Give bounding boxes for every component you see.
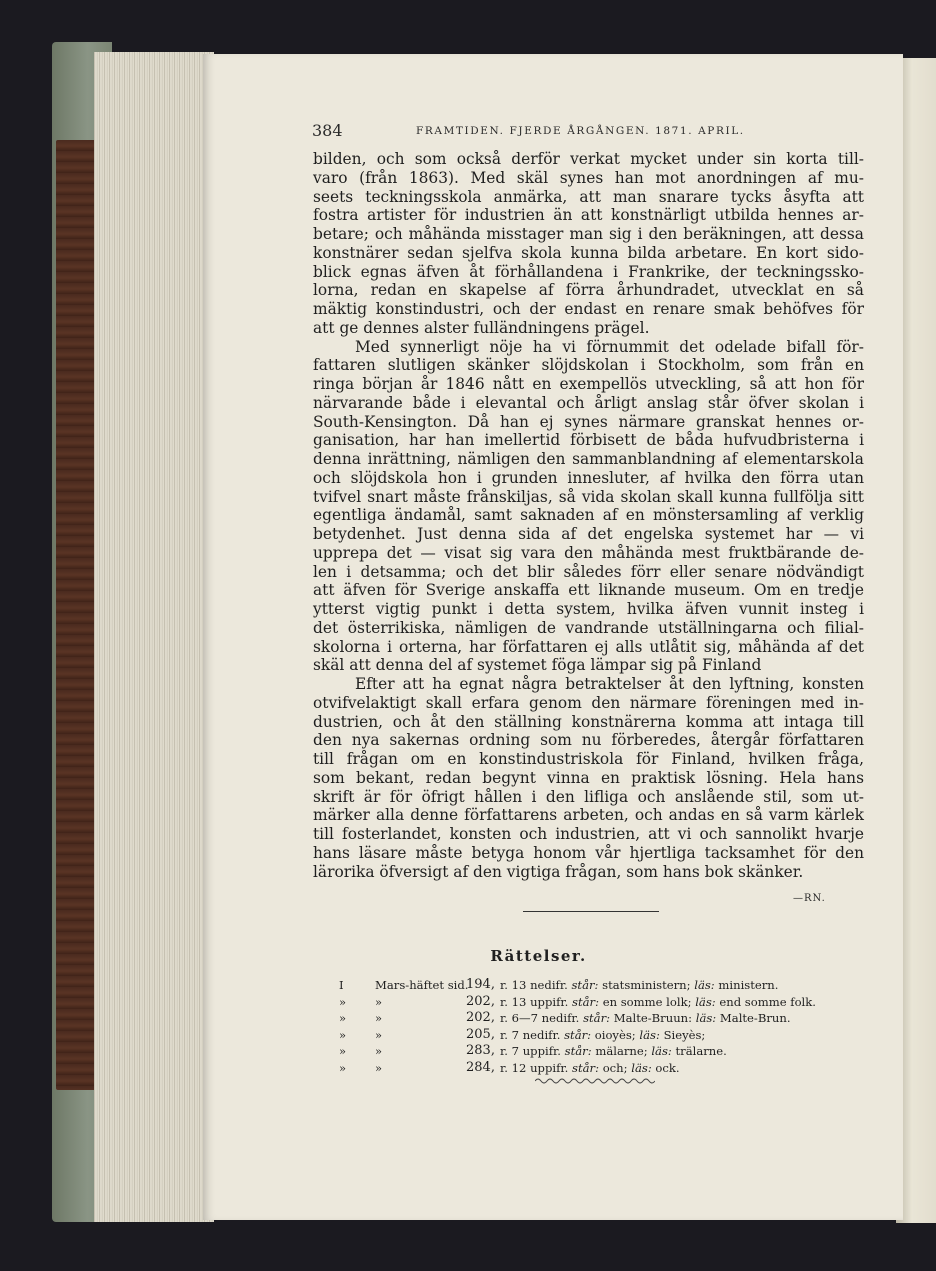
text-line: ringa början år 1846 nått en exempellös utveckling, så att hon för	[313, 375, 864, 393]
errata-prefix: »	[339, 1027, 347, 1042]
text-line: skolorna i orterna, har författaren ej alls utlåtit sig, måhända af det	[313, 637, 864, 656]
errata-wrong: statsministern;	[602, 978, 691, 992]
text-line: närvarande både i elevantal och årligt anslag står öfver skolan i	[313, 393, 864, 412]
errata-star: står:	[572, 1060, 600, 1075]
text-line: mäktig konstindustri, och der endast en renare smak behöfves för	[313, 300, 864, 318]
text-line: blick egnas äfven åt förhållandena i Frankrike, der teckningssko-	[313, 262, 864, 281]
errata-las: läs:	[639, 1027, 660, 1042]
errata-correction	[500, 1060, 680, 1077]
text-line: upprepa det — visat sig vara den måhända mest fruktbärande de-	[313, 543, 864, 562]
text-line: egentliga ändamål, samt saknaden af en mönstersamling af verklig	[313, 506, 864, 525]
errata-correction	[500, 1043, 727, 1060]
text-line: bilden, och som också derför verkat mycket under sin korta till-	[313, 150, 864, 168]
errata-star: står:	[583, 1011, 611, 1025]
errata-las: läs:	[695, 1011, 717, 1025]
errata-wrong: och;	[602, 1060, 628, 1075]
errata-row	[339, 1060, 879, 1077]
text-line: fattaren slutligen skänker slöjdskolan i Stockholm, som från en	[313, 356, 864, 375]
divider-rule	[523, 911, 659, 912]
text-line: Efter att ha egnat några betraktelser åt den lyftning, konsten	[355, 675, 864, 693]
running-title: FRAMTIDEN. FJERDE ÅRGÅNGEN. 1871. APRIL.	[416, 125, 745, 137]
errata-correction	[500, 1027, 705, 1044]
text-line: ganisation, har han imellertid förbisett de båda hufvudbristerna i	[313, 431, 864, 450]
errata-prefix: »	[339, 1044, 347, 1058]
errata-line: r. 7 uppifr.	[500, 1044, 561, 1058]
errata-line: r. 6—7 nedifr.	[500, 1011, 580, 1025]
errata-line: r. 13 uppifr.	[500, 994, 569, 1009]
errata-source: »	[375, 1044, 383, 1058]
errata-page: 202,	[466, 993, 495, 1009]
text-line: till frågan om en konstindustriskola för Finland, hvilken fråga,	[313, 750, 864, 768]
errata-right: Sieyès;	[663, 1027, 706, 1042]
text-line: att äfven för Sverige anskaffa ett liknande museum. Om en tredje	[313, 581, 864, 600]
errata-row	[339, 994, 879, 1011]
text-line: tvifvel snart måste frånskiljas, så vida skolan skall kunna fullfölja sitt	[313, 487, 864, 506]
text-line: konstnärer sedan sjelfva skola kunna bilda arbetare. En kort sido-	[313, 243, 864, 262]
errata-las: läs:	[631, 1060, 652, 1075]
errata-page: 194,	[466, 977, 495, 992]
errata-las: läs:	[695, 994, 716, 1009]
errata-line: r. 7 nedifr.	[500, 1027, 561, 1042]
errata-correction	[500, 977, 778, 994]
errata-las: läs:	[694, 978, 715, 992]
text-line: seets teckningsskola anmärka, att man snarare tycks åsyfta att	[313, 187, 864, 206]
errata-correction	[500, 1010, 791, 1027]
errata-correction	[500, 994, 816, 1011]
text-line: som bekant, redan begynt vinna en praktisk lösning. Hela hans	[313, 768, 864, 787]
errata-right: trälarne.	[675, 1044, 727, 1058]
errata-page: 202,	[466, 1010, 495, 1025]
errata-title: Rättelser.	[490, 947, 587, 965]
text-line: lärorika öfversigt af den vigtiga frågan, som hans bok skänker.	[313, 862, 804, 881]
page-header	[312, 121, 872, 143]
errata-wrong: Malte-Bruun:	[613, 1011, 693, 1025]
errata-star: står:	[564, 1027, 592, 1042]
errata-star: står:	[564, 1044, 592, 1058]
body-text	[313, 150, 864, 881]
errata-source: »	[375, 1060, 383, 1075]
text-line: till fosterlandet, konsten och industrien, att vi och sannolikt hvarje	[313, 825, 864, 843]
errata-wrong: en somme lolk;	[602, 994, 692, 1009]
text-line: Med synnerligt nöje ha vi förnummit det odelade bifall för-	[355, 337, 864, 356]
text-line: lorna, redan en skapelse af förra århundradet, utvecklat en så	[313, 281, 864, 300]
errata-prefix: I	[339, 978, 344, 992]
errata-right: end somme folk.	[719, 994, 816, 1009]
errata-prefix: »	[339, 1060, 347, 1075]
errata-prefix: »	[339, 994, 347, 1009]
errata-wrong: oioyès;	[594, 1027, 636, 1042]
errata-source: »	[375, 994, 383, 1009]
text-line: betydenhet. Just denna sida af det engelska systemet har — vi	[313, 525, 864, 543]
errata-line: r. 13 nedifr.	[500, 978, 568, 992]
text-line: otvifvelaktigt skall erfara genom den närmare föreningen med in-	[313, 693, 864, 712]
text-line: skäl att denna del af systemet föga lämpar sig på Finland	[313, 656, 762, 675]
errata-right: ock.	[655, 1060, 680, 1075]
page-number: 384	[312, 121, 343, 140]
errata-row	[339, 977, 879, 994]
page-stack	[94, 52, 214, 1222]
text-line: ytterst vigtig punkt i detta system, hvilka äfven vunnit insteg i	[313, 600, 864, 618]
text-line: skrift är för öfrigt hållen i den lifliga och anslående stil, som ut-	[313, 787, 864, 806]
text-line: hans läsare måste betyga honom vår hjertliga tacksamhet för den	[313, 843, 864, 862]
text-line: den nya sakernas ordning som nu förberedes, återgår författaren	[313, 731, 864, 750]
errata-row	[339, 1010, 879, 1027]
text-line: dustrien, och åt den ställning konstnärerna komma att intaga till	[313, 712, 864, 731]
errata-page: 205,	[466, 1026, 495, 1042]
errata-page: 283,	[466, 1043, 495, 1058]
errata-list	[339, 977, 879, 1076]
text-line: varo (från 1863). Med skäl synes han mot anordningen af mu-	[313, 168, 864, 187]
text-line: South-Kensington. Då han ej synes närmare granskat hennes or-	[313, 412, 864, 431]
errata-source: »	[375, 1011, 383, 1025]
text-line: betare; och måhända misstager man sig i den beräkningen, att dessa	[313, 225, 864, 243]
errata-prefix: »	[339, 1011, 347, 1025]
text-line: att ge dennes alster fulländningens prägel.	[313, 318, 650, 337]
errata-right: Malte-Brun.	[719, 1011, 791, 1025]
errata-source: Mars-häftet sid.	[375, 978, 469, 992]
errata-page: 284,	[466, 1059, 495, 1075]
text-line: och slöjdskola hon i grunden innesluter, af hvilka den förra utan	[313, 468, 864, 487]
errata-star: står:	[572, 994, 600, 1009]
errata-line: r. 12 uppifr.	[500, 1060, 569, 1075]
errata-right: ministern.	[718, 978, 779, 992]
signature: —RN.	[793, 893, 826, 904]
errata-source: »	[375, 1027, 383, 1042]
errata-row	[339, 1027, 879, 1044]
errata-wrong: mälarne;	[595, 1044, 648, 1058]
errata-row	[339, 1043, 879, 1060]
text-line: märker alla denne författarens arbeten, och andas en så varm kärlek	[313, 806, 864, 825]
text-line: len i detsamma; och det blir således förr eller senare nödvändigt	[313, 562, 864, 581]
text-line: fostra artister för industrien än att konstnärligt utbilda hennes ar-	[313, 206, 864, 225]
ornament-squiggle	[535, 1076, 655, 1086]
text-line: det österrikiska, nämligen de vandrande utställningarna och filial-	[313, 618, 864, 637]
errata-star: står:	[571, 978, 599, 992]
errata-las: läs:	[651, 1044, 672, 1058]
text-line: denna inrättning, nämligen den sammanblandning af elementarskola	[313, 450, 864, 468]
